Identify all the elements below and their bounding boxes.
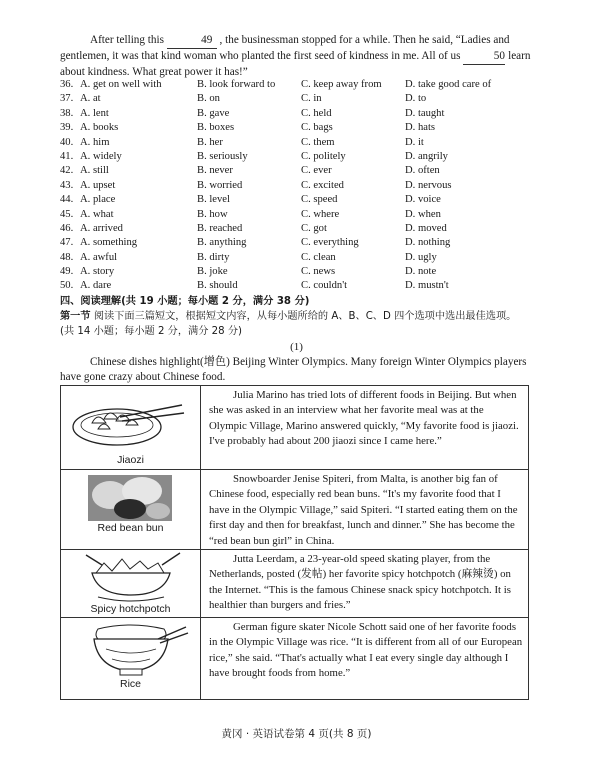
option-d: D. note (405, 266, 437, 278)
option-d: D. it (405, 136, 424, 148)
passage-text: After telling this (90, 34, 164, 46)
option-d: D. mustn't (405, 280, 449, 292)
question-number: 45. (60, 208, 74, 220)
blank-50: 50 (463, 49, 505, 65)
option-row (60, 208, 540, 222)
option-b: B. seriously (197, 150, 248, 162)
passage-number: (1) (290, 341, 303, 353)
option-c: C. got (301, 222, 327, 234)
bun-caption: Red bean bun (97, 522, 164, 534)
option-row (60, 265, 540, 279)
option-row (60, 251, 540, 265)
option-d: D. often (405, 165, 440, 177)
rice-picture-cell (61, 618, 201, 700)
option-c: C. held (301, 107, 332, 119)
question-number: 49. (60, 266, 74, 278)
option-a: A. dare (80, 280, 112, 292)
option-a: A. what (80, 208, 114, 220)
option-c: C. keep away from (301, 79, 382, 90)
option-a: A. at (80, 93, 101, 105)
option-b: B. gave (197, 107, 230, 119)
option-b: B. boxes (197, 122, 235, 134)
option-d: D. angrily (405, 150, 448, 162)
option-b: B. never (197, 165, 233, 177)
option-c: C. clean (301, 251, 336, 263)
table-row (61, 386, 529, 470)
option-row (60, 222, 540, 236)
option-c: C. couldn't (301, 280, 348, 292)
option-a: A. books (80, 122, 119, 134)
question-number: 37. (60, 93, 74, 105)
passage-text: , the businessman stopped for a while. Then he said, “Ladies and gentlemen, it was that kind woman who planted the first seed of kindness in me. All of us (60, 34, 510, 62)
card-text: German figure skater Nicole Schott said one of her favorite foods in the Olympic Village was rice. “It is different from all of our European rice,” she said. “That's actually what I eat every single day although I have brought foods from home.” (201, 618, 529, 700)
option-b: B. worried (197, 179, 243, 191)
option-c: C. ever (301, 165, 332, 177)
option-row (60, 279, 540, 293)
bun-picture-cell (61, 470, 201, 550)
option-a: A. arrived (80, 222, 123, 234)
table-row (61, 550, 529, 618)
table-row (61, 618, 529, 700)
question-number: 42. (60, 165, 74, 177)
instruction-text: 阅读下面三篇短文，根据短文内容，从每小题所给的 A、B、C、D 四个选项中选出最佳选项。 (93, 311, 517, 322)
option-row (60, 78, 540, 92)
option-c: C. excited (301, 179, 344, 191)
blank-49: 49 (167, 33, 217, 49)
option-b: B. anything (197, 237, 247, 249)
question-number: 41. (60, 150, 74, 162)
option-a: A. him (80, 136, 110, 148)
page-footer: 黄冈 · 英语试卷第 4 页(共 8 页) (221, 728, 372, 740)
option-row (60, 150, 540, 164)
section-note: (共 14 小题；每小题 2 分，满分 28 分) (60, 326, 243, 337)
option-c: C. speed (301, 194, 338, 206)
option-a: A. place (80, 194, 116, 206)
jiaozi-picture-cell (61, 386, 201, 470)
option-a: A. upset (80, 179, 116, 191)
question-number: 44. (60, 194, 74, 206)
question-number: 50. (60, 280, 74, 292)
option-a: A. something (80, 237, 138, 249)
food-table (60, 385, 529, 700)
option-d: D. hats (405, 122, 436, 134)
part-label: 第一节 (60, 311, 91, 322)
option-b: B. look forward to (197, 79, 276, 90)
option-row (60, 107, 540, 121)
passage-intro: Chinese dishes highlight(增色) Beijing Winter Olympics. Many foreign Winter Olympics players have gone crazy about Chinese food. (60, 356, 527, 383)
option-row (60, 193, 540, 207)
option-d: D. when (405, 208, 441, 220)
option-b: B. level (197, 194, 230, 206)
option-b: B. dirty (197, 251, 230, 263)
question-number: 46. (60, 222, 74, 234)
option-row (60, 92, 540, 106)
rice-caption: Rice (119, 678, 141, 691)
option-c: C. news (301, 266, 336, 278)
option-b: B. joke (197, 266, 228, 278)
card-text: Julia Marino has tried lots of different foods in Beijing. But when she was asked in an interview what her favorite meal was at the Olympic Village, Marino answered quickly, “My favorite food is jiaozi. I've probably had about 200 jiaozi since I came here.” (201, 386, 529, 470)
option-c: C. in (301, 93, 322, 105)
question-number: 48. (60, 251, 74, 263)
option-d: D. nervous (405, 179, 452, 191)
question-number: 38. (60, 107, 74, 119)
option-a: A. awful (80, 251, 118, 263)
option-b: B. reached (197, 222, 243, 234)
question-number: 40. (60, 136, 74, 148)
hotchpotch-caption: Spicy hotchpotch (90, 603, 171, 616)
option-d: D. take good care of (405, 79, 492, 90)
section-instruction (60, 309, 545, 324)
option-d: D. nothing (405, 237, 451, 249)
option-c: C. everything (301, 237, 359, 249)
question-number: 36. (60, 79, 74, 90)
card-text: Jutta Leerdam, a 23-year-old speed skating player, from the Netherlands, posted (发帖) her favorite spicy hotchpotch (麻辣烫) on the Internet. “This is the famous Chinese snack spicy hotchpotch. It is healthier than burgers and fries.” (201, 550, 529, 618)
option-row (60, 121, 540, 135)
option-c: C. politely (301, 150, 346, 162)
option-d: D. to (405, 93, 427, 105)
section-heading: 四、阅读理解(共 19 小题；每小题 2 分，满分 38 分) (60, 296, 310, 307)
card-text: Snowboarder Jenise Spiteri, from Malta, is another big fan of Chinese food, especially red bean buns. “It's my favorite food that I have in the Olympic Village,” said Spiteri. “I started eating them on the first day and then for breakfast, lunch and dinner.” She has become the “red bean bun girl” in China. (201, 470, 529, 550)
option-d: D. voice (405, 194, 441, 206)
option-b: B. how (197, 208, 228, 220)
option-c: C. where (301, 208, 340, 220)
option-a: A. story (80, 266, 115, 278)
jiaozi-caption: Jiaozi (117, 454, 144, 466)
option-c: C. bags (301, 122, 333, 134)
question-number: 47. (60, 237, 74, 249)
option-d: D. ugly (405, 251, 437, 263)
option-b: B. on (197, 93, 220, 105)
option-row (60, 136, 540, 150)
question-number: 39. (60, 122, 74, 134)
table-row (61, 470, 529, 550)
option-row (60, 164, 540, 178)
passage-text: learn about kindness. What great power it has!” (60, 50, 531, 78)
option-a: A. lent (80, 107, 109, 119)
option-b: B. her (197, 136, 223, 148)
hotchpotch-picture-cell (61, 550, 201, 618)
option-d: D. taught (405, 107, 445, 119)
option-c: C. them (301, 136, 335, 148)
option-a: A. get on well with (80, 79, 162, 90)
option-row (60, 236, 540, 250)
options-list (60, 78, 540, 294)
question-number: 43. (60, 179, 74, 191)
option-b: B. should (197, 280, 238, 292)
passage-paragraph-1 (60, 33, 540, 80)
option-a: A. still (80, 165, 109, 177)
option-row (60, 179, 540, 193)
option-d: D. moved (405, 222, 447, 234)
option-a: A. widely (80, 150, 122, 162)
